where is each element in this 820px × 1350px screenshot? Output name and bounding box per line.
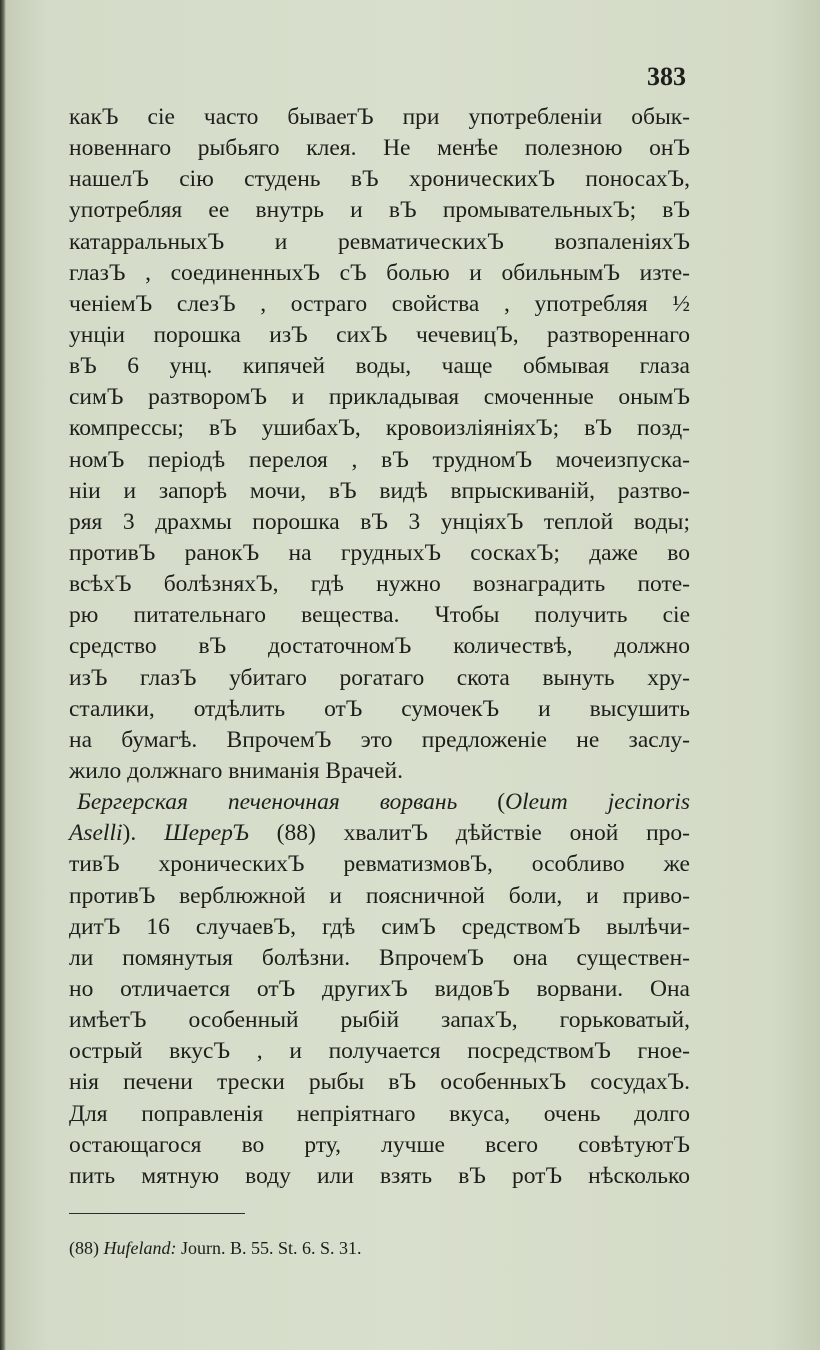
line-text: жило должнаго вниманія Врачей.	[69, 757, 404, 784]
text-line	[69, 1067, 690, 1098]
italic-text: Бергерская печеночная ворвань	[77, 789, 458, 816]
line-text: ли помянутыя болѣзни. ВпрочемЪ она существен-	[69, 944, 690, 971]
text-line	[69, 631, 690, 662]
line-text: сталики, отдѣлить отЪ сумочекЪ и высушить	[69, 695, 690, 722]
page-number: 383	[647, 62, 686, 91]
text-line	[69, 1099, 690, 1130]
page-edge-shadow	[0, 0, 6, 1350]
line-text: на бумагѣ. ВпрочемЪ это предложеніе не заслу-	[69, 726, 690, 753]
line-text: изЪ глазЪ убитаго рогатаго скота вынуть хру-	[69, 664, 690, 691]
text-line	[69, 320, 690, 351]
text-line	[69, 725, 690, 756]
line-text: рю питательнаго вещества. Чтобы получить сіе	[69, 602, 690, 629]
text-line	[69, 600, 690, 631]
italic-text: Oleum jecinoris	[505, 789, 691, 816]
line-text: глазЪ , соединенныхЪ сЪ болью и обильнымЪ изте-	[69, 259, 690, 286]
line-text: какЪ сіе часто бываетЪ при употребленіи обык-	[69, 104, 690, 130]
line-text: ченіемЪ слезЪ , остраго свойства , употребляя ½	[69, 290, 690, 317]
text-line	[69, 569, 690, 600]
line-text: но отличается отЪ другихЪ видовЪ ворвани. Она	[69, 975, 690, 1002]
text-line	[69, 756, 690, 787]
line-text: тивЪ хроническихЪ ревматизмовЪ, особливо же	[69, 851, 690, 878]
footnote-reference: Journ. B. 55. St. 6. S. 31.	[180, 1238, 362, 1258]
text-line	[69, 445, 690, 476]
footnote-author: Hufeland:	[103, 1238, 177, 1258]
line-text: симЪ разтворомЪ и прикладывая смоченные онымЪ	[69, 384, 690, 411]
text-line	[69, 133, 690, 164]
text-line	[69, 102, 690, 133]
line-text: катарральныхЪ и ревматическихЪ возпаленіяхЪ	[69, 228, 690, 255]
body-text	[69, 102, 690, 1192]
line-text: пить мятную воду или взять вЪ ротЪ нѣсколько	[69, 1162, 690, 1189]
text-line	[69, 195, 690, 226]
text-line	[69, 476, 690, 507]
line-text: номЪ періодѣ перелоя , вЪ трудномЪ мочеизпуска-	[69, 446, 690, 473]
text-line	[69, 881, 690, 912]
footnote-rule	[69, 1213, 245, 1214]
text-line	[69, 974, 690, 1005]
line-text: унціи порошка изЪ сихЪ чечевицЪ, разтвореннаго	[69, 321, 690, 348]
text-line	[69, 1161, 690, 1192]
text-line	[69, 818, 690, 849]
line-text: ).	[122, 820, 165, 847]
line-text: (	[457, 789, 506, 816]
text-line	[69, 351, 690, 382]
text-line	[69, 382, 690, 413]
text-line	[69, 507, 690, 538]
line-text: остающагося во рту, лучше всего совѣтуютЪ	[69, 1131, 690, 1158]
line-text: нія печени трески рыбы вЪ особенныхЪ сосудахЪ.	[69, 1069, 690, 1096]
line-text: острый вкусЪ , и получается посредствомЪ гное-	[69, 1038, 690, 1065]
text-line	[69, 289, 690, 320]
italic-text: ШерерЪ	[164, 820, 249, 847]
line-text: ніи и запорѣ мочи, вЪ видѣ впрыскиваній, разтво-	[69, 477, 690, 504]
text-line	[69, 787, 690, 818]
line-text: Для поправленія непріятнаго вкуса, очень долго	[69, 1100, 690, 1127]
line-text: средство вЪ достаточномЪ количествѣ, должно	[69, 633, 690, 660]
text-line	[69, 164, 690, 195]
text-line	[69, 1005, 690, 1036]
text-line	[69, 413, 690, 444]
line-text: ряя 3 драхмы порошка вЪ 3 унціяхЪ теплой воды;	[69, 508, 690, 535]
line-text: нашелЪ сію студень вЪ хроническихЪ поносахЪ,	[69, 166, 690, 193]
text-line	[69, 227, 690, 258]
footnote-mark: (88)	[69, 1238, 99, 1258]
text-line	[69, 258, 690, 289]
line-text: компрессы; вЪ ушибахЪ, кровоизліяніяхЪ; вЪ позд-	[69, 415, 690, 442]
line-text: всѣхЪ болѣзняхЪ, гдѣ нужно вознаградить поте-	[69, 571, 690, 598]
line-text: противЪ верблюжной и поясничной боли, и приво-	[69, 882, 690, 909]
italic-text: Aselli	[69, 820, 123, 847]
line-text: дитЪ 16 случаевЪ, гдѣ симЪ средствомЪ вылѣчи-	[69, 913, 690, 940]
line-text: имѣетЪ особенный рыбій запахЪ, горьковатый,	[69, 1007, 690, 1034]
text-line	[69, 538, 690, 569]
line-text: употребляя ее внутрь и вЪ промывательныхЪ; вЪ	[69, 197, 690, 224]
text-line	[69, 1036, 690, 1067]
text-line	[69, 849, 690, 880]
text-line	[69, 1130, 690, 1161]
text-line	[69, 943, 690, 974]
line-text: (88) хвалитЪ дѣйствіе оной про-	[248, 820, 691, 847]
line-text: противЪ ранокЪ на грудныхЪ соскахЪ; даже во	[69, 539, 690, 566]
line-text: вЪ 6 унц. кипячей воды, чаще обмывая глаза	[69, 353, 690, 380]
line-text: новеннаго рыбьяго клея. Не менѣе полезною онЪ	[69, 135, 690, 162]
text-line	[69, 912, 690, 943]
footnote	[69, 1238, 690, 1259]
text-line	[69, 694, 690, 725]
text-line	[69, 663, 690, 694]
